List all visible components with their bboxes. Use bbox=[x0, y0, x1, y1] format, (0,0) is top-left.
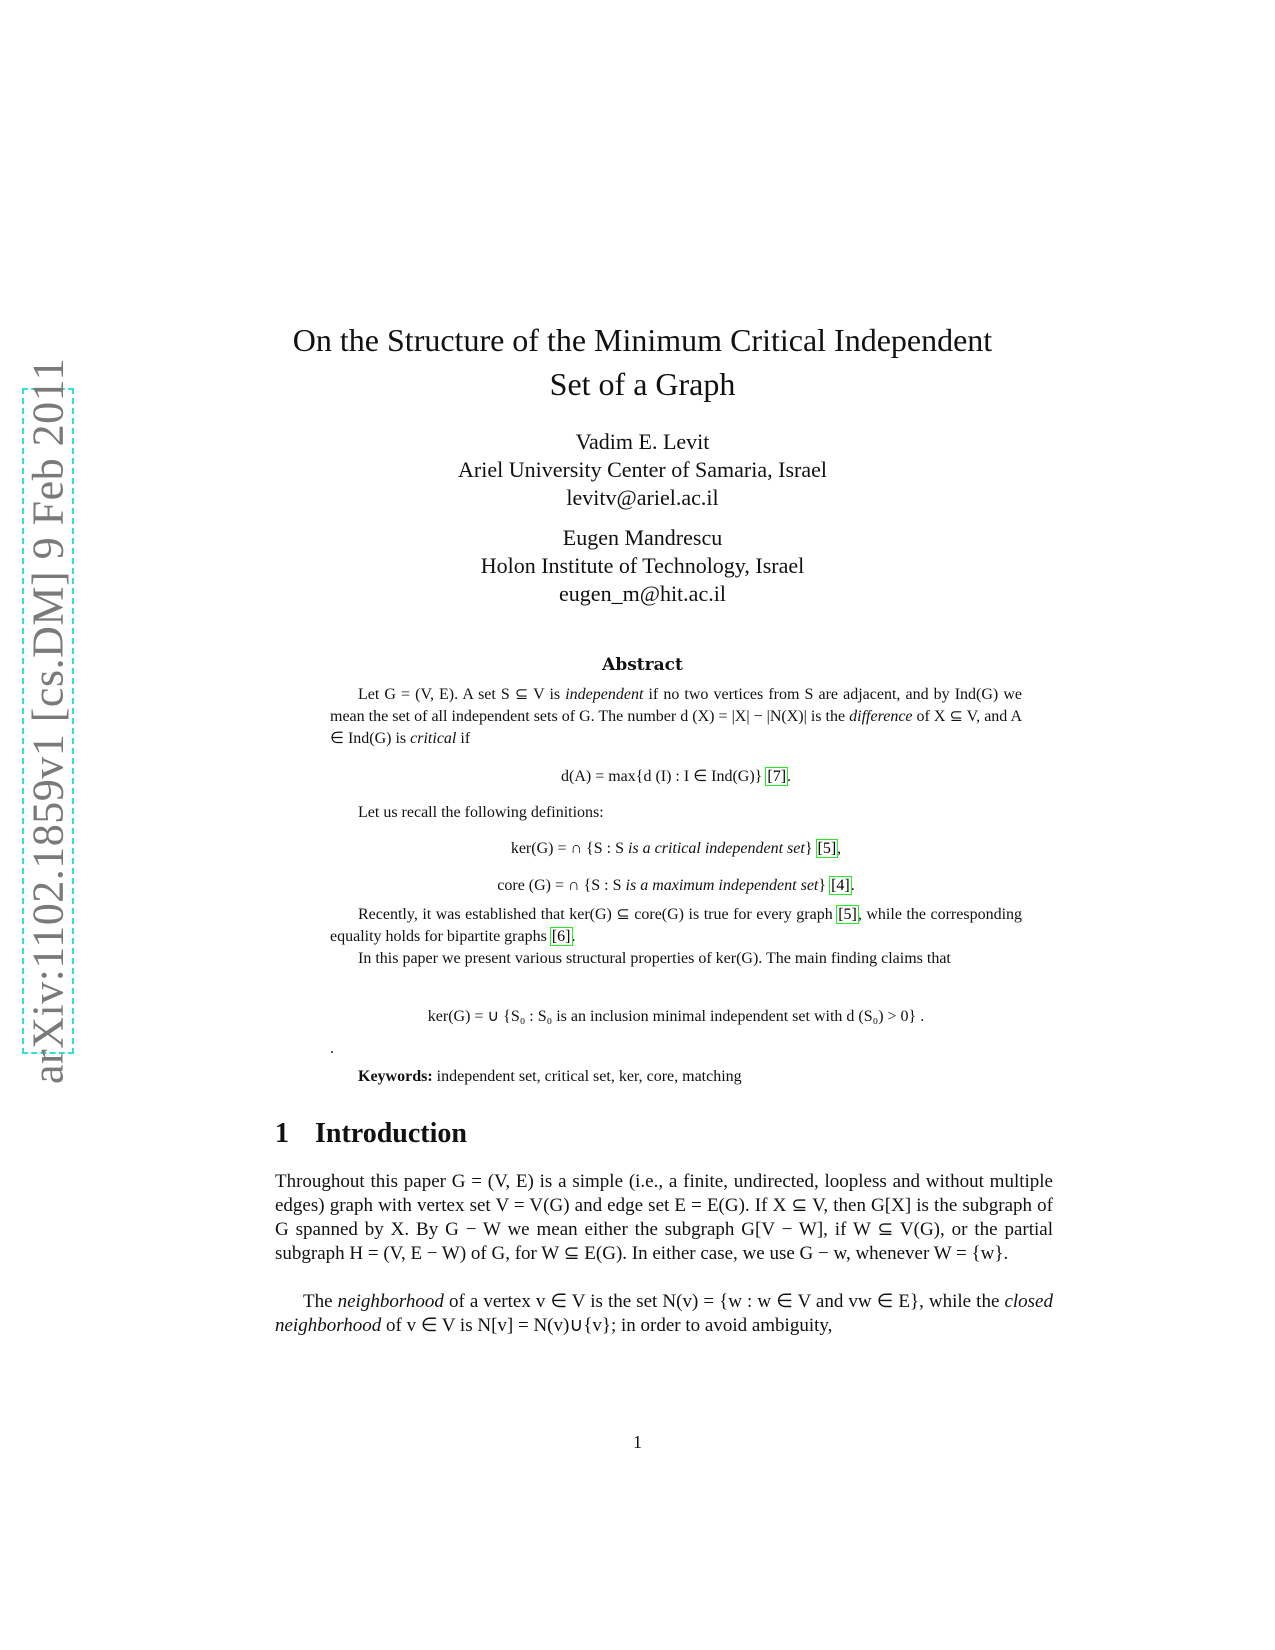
author-affiliation: Holon Institute of Technology, Israel bbox=[480, 553, 805, 578]
text-run: Recently, it was established that ker(G) ⊆ core(G) is true for every graph bbox=[358, 906, 838, 923]
text-run: of X ⊆ V, and A ∈ Ind(G) is bbox=[330, 708, 1023, 747]
term-independent: independent bbox=[565, 686, 644, 703]
abstract-recall: Let us recall the following definitions: bbox=[358, 804, 604, 821]
section-heading bbox=[275, 1118, 467, 1150]
author-email: eugen_m@hit.ac.il bbox=[559, 581, 726, 606]
paper-title bbox=[200, 318, 1085, 406]
author-affiliation: Ariel University Center of Samaria, Israel bbox=[458, 457, 827, 482]
equation-italic: is a critical independent set bbox=[627, 840, 805, 857]
intro-paragraph-2 bbox=[275, 1290, 1053, 1338]
keywords-label: Keywords: bbox=[358, 1068, 433, 1085]
text-run: , bbox=[837, 840, 842, 857]
equation-text: core (G) = ∩ {S : S bbox=[497, 877, 626, 894]
text-run: . bbox=[850, 877, 855, 894]
arxiv-sidebar-stamp bbox=[22, 358, 74, 1084]
text-run: . bbox=[571, 928, 576, 945]
citation-link[interactable]: [5] bbox=[838, 906, 857, 923]
citation-link[interactable]: [5] bbox=[817, 840, 837, 857]
abstract-paragraph-3: In this paper we present various structural properties of ker(G). The main finding claims that bbox=[358, 950, 951, 967]
text-run: if bbox=[456, 730, 471, 747]
equation-core bbox=[330, 875, 1022, 897]
equation-text: } bbox=[804, 840, 813, 857]
equation-text: d(A) = max{d (I) : I ∈ Ind(G)} bbox=[560, 768, 763, 785]
equation-text: } bbox=[818, 877, 827, 894]
author-email: levitv@ariel.ac.il bbox=[566, 485, 719, 510]
term-closed-neighborhood: closed neighborhood bbox=[275, 1291, 1053, 1336]
abstract-paragraph-1 bbox=[330, 684, 1022, 750]
arxiv-id: arXiv:1102.1859v1 [cs.DM] 9 Feb 2011 bbox=[23, 358, 73, 1084]
citation-link[interactable]: [4] bbox=[831, 877, 850, 894]
text-run: Let G = (V, E). A set S ⊆ V is bbox=[358, 686, 566, 703]
citation-link[interactable]: [7] bbox=[767, 768, 787, 785]
abstract-heading: Abstract bbox=[602, 655, 683, 675]
term-critical: critical bbox=[410, 730, 457, 747]
intro-paragraph-1: Throughout this paper G = (V, E) is a simple (i.e., a finite, undirected, loopless and without multiple edges) graph with vertex set V = V(G) and edge set E = E(G). If X ⊆ V, then G[X] is the subgraph of G spanned by X. By G − W we mean either the subgraph G[V − W], if W ⊆ V(G), or the partial subgraph H = (V, E − W) of G, for W ⊆ E(G). In either case, we use G − w, whenever W = {w}. bbox=[275, 1171, 1053, 1264]
author-block-2 bbox=[300, 524, 985, 608]
text-run: The bbox=[303, 1291, 338, 1312]
text-run: of a vertex v ∈ V is the set N(v) = {w : w ∈ V and vw ∈ E}, while the bbox=[443, 1291, 1005, 1312]
abstract-paragraph-2 bbox=[330, 904, 1022, 948]
author-block-1 bbox=[300, 428, 985, 512]
section-title: Introduction bbox=[315, 1118, 467, 1149]
title-line-1: On the Structure of the Minimum Critical Independent bbox=[292, 322, 993, 358]
text-run: , while the corresponding equality holds for bipartite graphs bbox=[330, 906, 1023, 945]
stray-dot: . bbox=[330, 1040, 334, 1057]
equation-ker bbox=[330, 838, 1022, 860]
page-number: 1 bbox=[633, 1432, 642, 1452]
equation-main-result: ker(G) = ∪ {S₀ : S₀ is an inclusion minimal independent set with d (S₀) > 0} . bbox=[427, 1008, 925, 1025]
equation-critical bbox=[330, 766, 1022, 788]
author-name: Eugen Mandrescu bbox=[562, 525, 723, 550]
keywords-list: independent set, critical set, ker, core, matching bbox=[432, 1068, 742, 1085]
citation-link[interactable]: [6] bbox=[551, 928, 571, 945]
keywords bbox=[330, 1066, 1022, 1088]
term-neighborhood: neighborhood bbox=[337, 1291, 444, 1312]
equation-italic: is a maximum independent set bbox=[625, 877, 819, 894]
section-number: 1 bbox=[275, 1118, 289, 1149]
text-run: of v ∈ V is N[v] = N(v)∪{v}; in order to avoid ambiguity, bbox=[381, 1315, 833, 1336]
title-line-2: Set of a Graph bbox=[549, 366, 736, 402]
text-run: . bbox=[787, 768, 792, 785]
author-name: Vadim E. Levit bbox=[575, 429, 710, 454]
equation-text: ker(G) = ∩ {S : S bbox=[510, 840, 628, 857]
text-run: if no two vertices from S are adjacent, and by Ind(G) we mean the set of all independent sets of G. The number d (X) = |X| − |N(X)| is the bbox=[330, 686, 1022, 725]
term-difference: difference bbox=[849, 708, 913, 725]
